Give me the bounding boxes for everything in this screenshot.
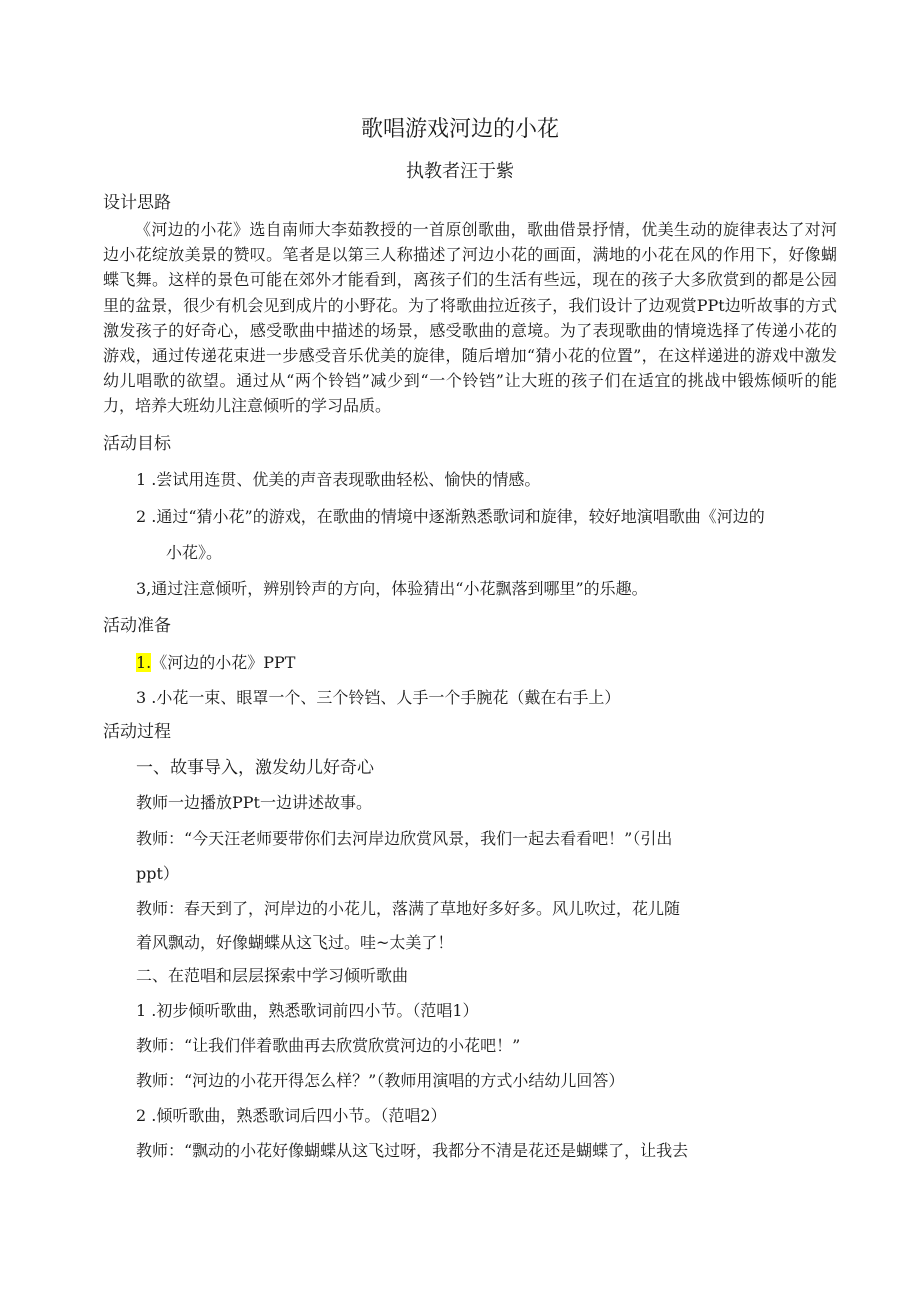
process-line-1: 教师一边播放PPt一边讲述故事。 xyxy=(136,793,372,812)
prep-item-1-text: 《河边的小花》PPT xyxy=(151,653,296,672)
process-line-5: 着风飘动，好像蝴蝶从这飞过。哇~太美了！ xyxy=(136,933,454,952)
prep-item-2: 3 .小花一束、眼罩一个、三个铃铛、人手一个手腕花（戴在右手上） xyxy=(136,688,621,707)
section-heading-design: 设计思路 xyxy=(103,193,171,213)
section-heading-process: 活动过程 xyxy=(103,722,171,742)
document-title: 歌唱游戏河边的小花 xyxy=(360,117,559,142)
section-heading-prep: 活动准备 xyxy=(103,616,171,636)
highlighted-number: 1. xyxy=(136,653,152,672)
goal-item-2-cont: 小花》。 xyxy=(166,543,223,562)
process-step-1: 一、故事导入，激发幼儿好奇心 xyxy=(136,758,374,778)
goal-item-2: 2 .通过“猜小花”的游戏，在歌曲的情境中逐渐熟悉歌词和旋律，较好地演唱歌曲《河边的 xyxy=(136,507,765,526)
process-step-2: 二、在范唱和层层探索中学习倾听歌曲 xyxy=(136,966,409,985)
section-heading-goals: 活动目标 xyxy=(103,434,171,454)
process-line-10: 教师：“飘动的小花好像蝴蝶从这飞过呀，我都分不清是花还是蝴蝶了，让我去 xyxy=(136,1141,689,1160)
design-paragraph: 《河边的小花》选自南师大李茹教授的一首原创歌曲，歌曲借景抒情，优美生动的旋律表达了对河边小花绽放美景的赞叹。笔者是以第三人称描述了河边小花的画面，满地的小花在风的作用下，好像蝴蝶飞舞。这样的景色可能在郊外才能看到，离孩子们的生活有些远，现在的孩子大多欣赏到的都是公园里的盆景，很少有机会见到成片的小野花。为了将歌曲拉近孩子，我们设计了边观赏PPt边听故事的方式激发孩子的好奇心，感受歌曲中描述的场景，感受歌曲的意境。为了表现歌曲的情境选择了传递小花的游戏，通过传递花束进一步感受音乐优美的旋律，随后增加“猜小花的位置”，在这样递进的游戏中激发幼儿唱歌的欲望。通过从“两个铃铛”减少到“一个铃铛”让大班的孩子们在适宜的挑战中锻炼倾听的能力，培养大班幼儿注意倾听的学习品质。 xyxy=(103,220,837,416)
process-line-3: ppt） xyxy=(136,864,179,883)
prep-item-1 xyxy=(136,653,295,673)
document-author: 执教者汪于紫 xyxy=(406,161,514,182)
process-line-9: 2 .倾听歌曲，熟悉歌词后四小节。（范唱2） xyxy=(136,1106,447,1125)
goal-item-3: 3,通过注意倾听，辨别铃声的方向，体验猜出“小花飘落到哪里”的乐趣。 xyxy=(136,579,648,598)
process-line-4: 教师：春天到了，河岸边的小花儿，落满了草地好多好多。风儿吹过，花儿随 xyxy=(136,899,681,918)
process-line-7: 教师：“让我们伴着歌曲再去欣赏欣赏河边的小花吧！” xyxy=(136,1036,521,1055)
process-line-2: 教师：“今天汪老师要带你们去河岸边欣赏风景，我们一起去看看吧！”（引出 xyxy=(136,829,673,848)
process-line-8: 教师：“河边的小花开得怎么样？”（教师用演唱的方式小结幼儿回答） xyxy=(136,1071,625,1090)
goal-item-1: 1 .尝试用连贯、优美的声音表现歌曲轻松、愉快的情感。 xyxy=(136,470,541,489)
process-line-6: 1 .初步倾听歌曲，熟悉歌词前四小节。（范唱1） xyxy=(136,1001,479,1020)
